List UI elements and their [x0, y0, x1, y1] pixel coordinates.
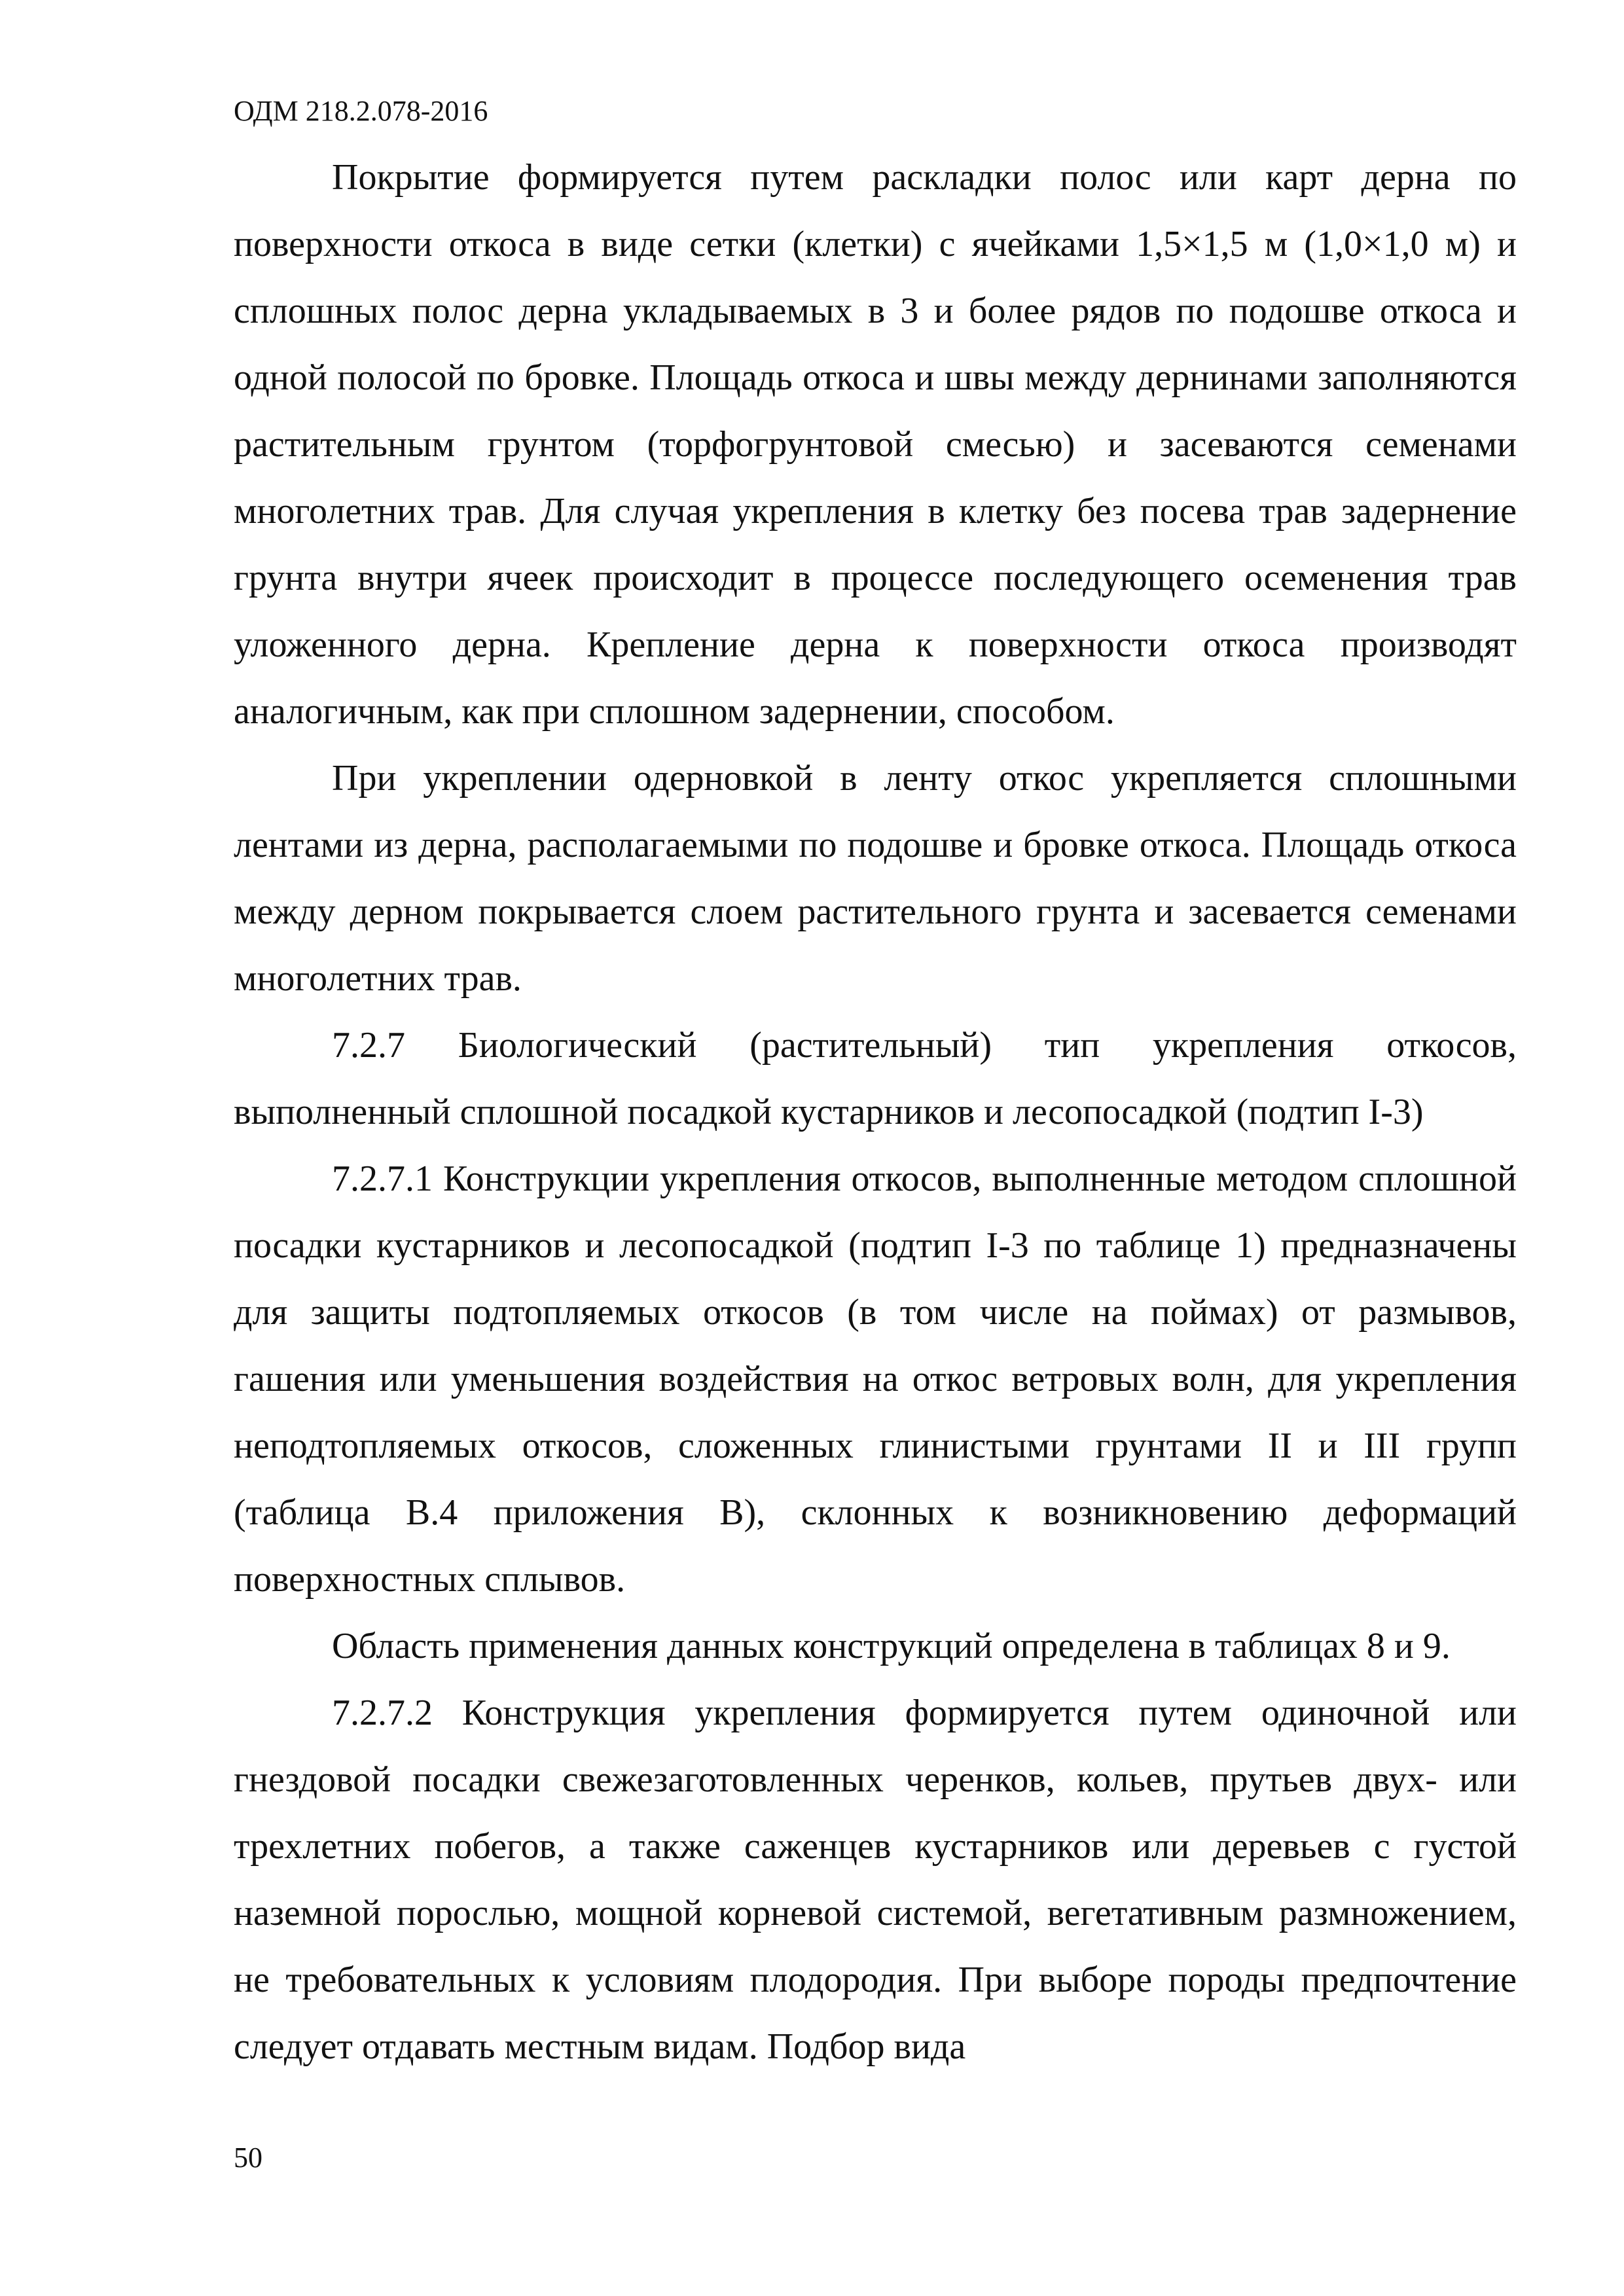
page-number: 50 — [234, 2142, 262, 2174]
paragraph-7-2-7-1: 7.2.7.1 Конструкции укрепления откосов, выполненные методом сплошной посадки кустарников и лесопосадкой (подтип I-3 по таблице 1) предназначены для защиты подтопляемых откосов (в том числе на поймах) от размывов, гашения или уменьшения воздействия на откос ветровых волн, для укрепления неподтопляемых откосов, сложенных глинистыми грунтами II и III групп (таблица В.4 приложения В), склонных к возникновению деформаций поверхностных сплывов. — [234, 1158, 1517, 1600]
document-code-header: ОДМ 218.2.078-2016 — [234, 95, 488, 127]
section-heading-7-2-7: 7.2.7 Биологический (растительный) тип укрепления откосов, выполненный сплошной посадкой кустарников и лесопосадкой (подтип I-3) — [234, 1025, 1517, 1132]
paragraph-sod-grid: Покрытие формируется путем раскладки полос или карт дерна по поверхности откоса в виде сетки (клетки) с ячейками 1,5×1,5 м (1,0×1,0 м) и сплошных полос дерна укладываемых в 3 и более рядов по подошве откоса и одной полосой по бровке. Площадь откоса и швы между дернинами заполняются растительным грунтом (торфогрунтовой смесью) и засеваются семенами многолетних трав. Для случая укрепления в клетку без посева трав задернение грунта внутри ячеек происходит в процессе последующего осеменения трав уложенного дерна. Крепление дерна к поверхности откоса производят аналогичным, как при сплошном задернении, способом. — [234, 157, 1517, 732]
paragraph-7-2-7-2: 7.2.7.2 Конструкция укрепления формируется путем одиночной или гнездовой посадки свежезаготовленных черенков, кольев, прутьев двух- или трехлетних побегов, а также саженцев кустарников или деревьев с густой наземной порослью, мощной корневой системой, вегетативным размножением, не требовательных к условиям плодородия. При выборе породы предпочтение следует отдавать местным видам. Подбор вида — [234, 1693, 1517, 2067]
paragraph-sod-strip: При укреплении одерновкой в ленту откос укрепляется сплошными лентами из дерна, располагаемыми по подошве и бровке откоса. Площадь откоса между дерном покрывается слоем растительного грунта и засевается семенами многолетних трав. — [234, 758, 1517, 999]
page-body — [234, 144, 1517, 2080]
paragraph-application-area: Область применения данных конструкций определена в таблицах 8 и 9. — [332, 1626, 1451, 1666]
